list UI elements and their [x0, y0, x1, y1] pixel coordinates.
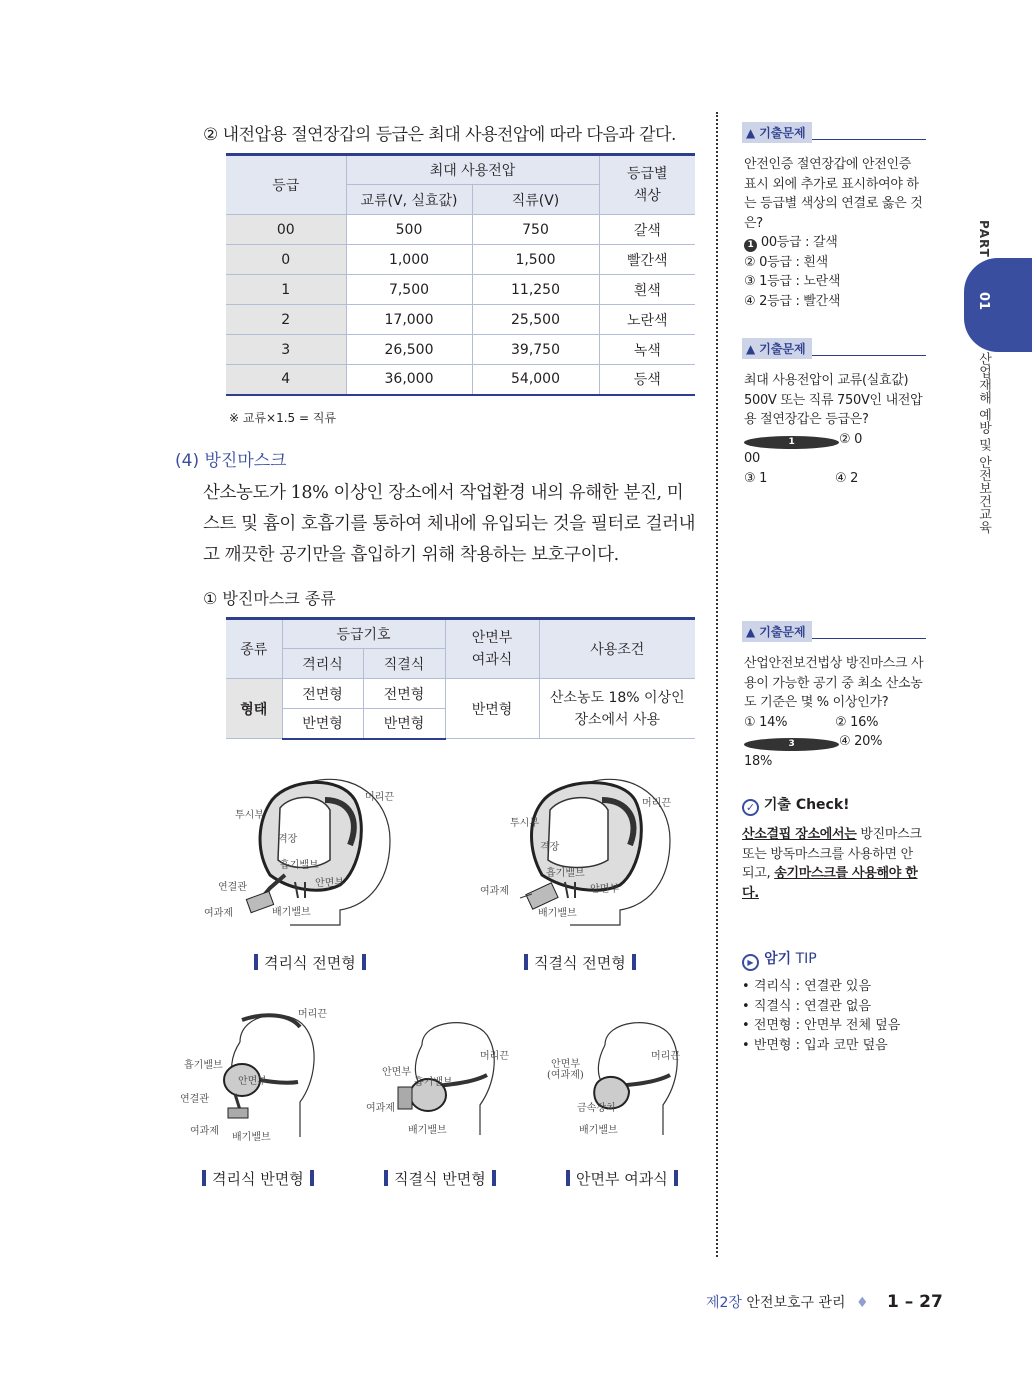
svg-text:격장: 격장 [278, 834, 298, 845]
footer-chapter: 제2장 [706, 1295, 742, 1311]
part-label: PART [977, 220, 991, 258]
svg-text:여과제: 여과제 [190, 1126, 219, 1137]
exam-check-box: ✓ 기출 Check! 산소결핍 장소에서는 방진마스크 또는 방독마스크를 사용하면 안 되고, 송기마스크를 사용해야 한다. [742, 797, 922, 901]
svg-text:머리끈: 머리끈 [651, 1051, 680, 1062]
grade-table [226, 153, 695, 396]
table-row: 1 7,500 11,250 흰색 [226, 275, 695, 305]
svg-text:(여과제): (여과제) [547, 1070, 584, 1081]
check-circle-icon: ✓ [742, 799, 759, 816]
svg-text:투시부: 투시부 [510, 818, 539, 829]
footer-title: 안전보호구 관리 [741, 1295, 846, 1311]
svg-text:배기밸브: 배기밸브 [408, 1125, 447, 1136]
exam-badge-3: ▲ 기출문제 [742, 621, 926, 642]
exam-question-3: 산업안전보건법상 방진마스크 사용이 가능한 공기 중 최소 산소농도 기준은 몇 % 이상인가? ① 14% ② 16% 3 18% ④ 20% [744, 656, 924, 769]
svg-text:안면부: 안면부 [238, 1076, 267, 1087]
svg-text:안면부: 안면부 [382, 1067, 411, 1078]
play-circle-icon: ▶ [742, 954, 759, 971]
svg-text:배기밸브: 배기밸브 [232, 1132, 271, 1143]
tip-item: • 반면형 : 입과 코만 덮음 [742, 1037, 888, 1053]
th-dc: 직류(V) [472, 185, 599, 215]
chapter-vertical-title: 산업재해 예방 및 안전보건교육 [976, 352, 991, 534]
sub-title: ① 방진마스크 종류 [203, 589, 336, 608]
table-row: 0 1,000 1,500 빨간색 [226, 245, 695, 275]
pin-icon: ▲ [746, 624, 756, 639]
svg-text:배기밸브: 배기밸브 [272, 907, 311, 918]
svg-text:머리끈: 머리끈 [365, 792, 394, 803]
svg-text:흡기밸브: 흡기밸브 [414, 1077, 453, 1088]
svg-text:안면부: 안면부 [590, 884, 619, 895]
pin-icon: ▲ [746, 125, 756, 140]
svg-text:금속장치: 금속장치 [577, 1103, 616, 1114]
svg-text:여과제: 여과제 [366, 1103, 395, 1114]
svg-text:머리끈: 머리끈 [642, 798, 671, 809]
th-kind: 종류 [226, 619, 282, 679]
drop-icon: ♦ [856, 1295, 869, 1311]
svg-text:여과제: 여과제 [480, 886, 509, 897]
section-title: (4) 방진마스크 [175, 451, 287, 471]
item-title: ② 내전압용 절연장갑의 등급은 최대 사용전압에 따라 다음과 같다. [203, 125, 676, 145]
svg-text:여과제: 여과제 [204, 908, 233, 919]
figure-separate-half-mask [180, 1002, 340, 1147]
svg-text:배기밸브: 배기밸브 [538, 908, 577, 919]
mask-type-table: 종류 등급기호 안면부 여과식 사용조건 격리식 직결식 형태 전면형 전면형 반면형 산소농도 18% 이상인 장소에서 사용 반면형 반면형 [226, 617, 695, 740]
answer-marker-icon: 1 [744, 436, 839, 449]
figure-direct-half-mask [362, 1015, 509, 1140]
svg-text:안면부: 안면부 [315, 878, 344, 889]
th-direct: 직결식 [363, 649, 445, 679]
figure-separate-full-mask [190, 770, 420, 930]
table-row: 4 36,000 54,000 등색 [226, 365, 695, 395]
caption-direct-half: 직결식 반면형 [378, 1168, 502, 1189]
svg-text:머리끈: 머리끈 [298, 1009, 327, 1020]
svg-text:흡기밸브: 흡기밸브 [280, 860, 319, 871]
row-label-form: 형태 [226, 679, 282, 739]
tip-item: • 직결식 : 연결관 없음 [742, 998, 872, 1014]
answer-marker-icon: 1 [744, 239, 757, 252]
figure-direct-full-mask [470, 770, 700, 930]
part-number: 01 [976, 292, 991, 311]
svg-text:흡기밸브: 흡기밸브 [184, 1060, 223, 1071]
svg-text:안면부: 안면부 [551, 1059, 580, 1070]
part-tab [964, 258, 1032, 352]
th-grade-symbol: 등급기호 [282, 619, 445, 649]
caption-separate-full: 격리식 전면형 [248, 952, 372, 973]
page-footer [706, 1292, 943, 1312]
svg-text:배기밸브: 배기밸브 [579, 1125, 618, 1136]
th-color: 등급별 색상 [599, 155, 695, 215]
caption-separate-half: 격리식 반면형 [196, 1168, 320, 1189]
svg-text:머리끈: 머리끈 [480, 1051, 509, 1062]
memory-tip-box: ▶ 암기 TIP • 격리식 : 연결관 있음 • 직결식 : 연결관 없음 • 전면형 : 안면부 전체 덮음 • 반면형 : 입과 코만 덮음 [742, 948, 928, 1055]
th-ac: 교류(V, 실효값) [346, 185, 472, 215]
tip-item: • 전면형 : 안면부 전체 덮음 [742, 1018, 901, 1033]
th-grade: 등급 [226, 155, 346, 215]
exam-question-2: 최대 사용전압이 교류(실효값) 500V 또는 직류 750V인 내전압용 절연장갑은 등급은? 1 00 ② 0 ③ 1 ④ 2 [744, 373, 923, 486]
table-row: 2 17,000 25,500 노란색 [226, 305, 695, 335]
tip-item: • 격리식 : 연결관 있음 [742, 979, 872, 994]
exam-badge-2: ▲ 기출문제 [742, 338, 926, 359]
table-row: 3 26,500 39,750 녹색 [226, 335, 695, 365]
caption-face-filter: 안면부 여과식 [560, 1168, 684, 1189]
body-paragraph: 산소농도가 18% 이상인 장소에서 작업환경 내의 유해한 분진, 미스트 및 흄이 호흡기를 통하여 체내에 유입되는 것을 필터로 걸러내고 깨끗한 공기만을 흡입하기 위해 착용하는 보호구이다. [203, 483, 696, 565]
table-note: ※ 교류×1.5 = 직류 [229, 411, 337, 425]
caption-direct-full: 직결식 전면형 [518, 952, 642, 973]
answer-marker-icon: 3 [744, 738, 839, 751]
table-row: 00 500 750 갈색 [226, 215, 695, 245]
svg-text:연결관: 연결관 [218, 882, 247, 893]
svg-text:흡기밸브: 흡기밸브 [546, 868, 585, 879]
page-number: 1 – 27 [887, 1292, 943, 1312]
pin-icon: ▲ [746, 341, 756, 356]
svg-text:투시부: 투시부 [235, 810, 264, 821]
svg-text:격장: 격장 [540, 842, 560, 853]
exam-question-1: 안전인증 절연장갑에 안전인증 표시 외에 추가로 표시하여야 하는 등급별 색상의 연결로 옳은 것은? 1 00등급 : 갈색 ② 0등급 : 흰색 ③ 1등급 : 노란색 ④ 2등급 : 빨간색 [744, 157, 923, 309]
condition-cell: 산소농도 18% 이상인 장소에서 사용 [539, 679, 695, 739]
exam-badge-1: ▲ 기출문제 [742, 122, 926, 143]
th-condition: 사용조건 [539, 619, 695, 679]
th-max-voltage: 최대 사용전압 [346, 155, 599, 185]
column-divider [716, 112, 718, 1257]
svg-text:연결관: 연결관 [180, 1094, 209, 1105]
th-face-filter: 안면부 여과식 [445, 619, 539, 679]
figure-face-filter-mask [545, 1015, 690, 1140]
th-separate: 격리식 [282, 649, 363, 679]
